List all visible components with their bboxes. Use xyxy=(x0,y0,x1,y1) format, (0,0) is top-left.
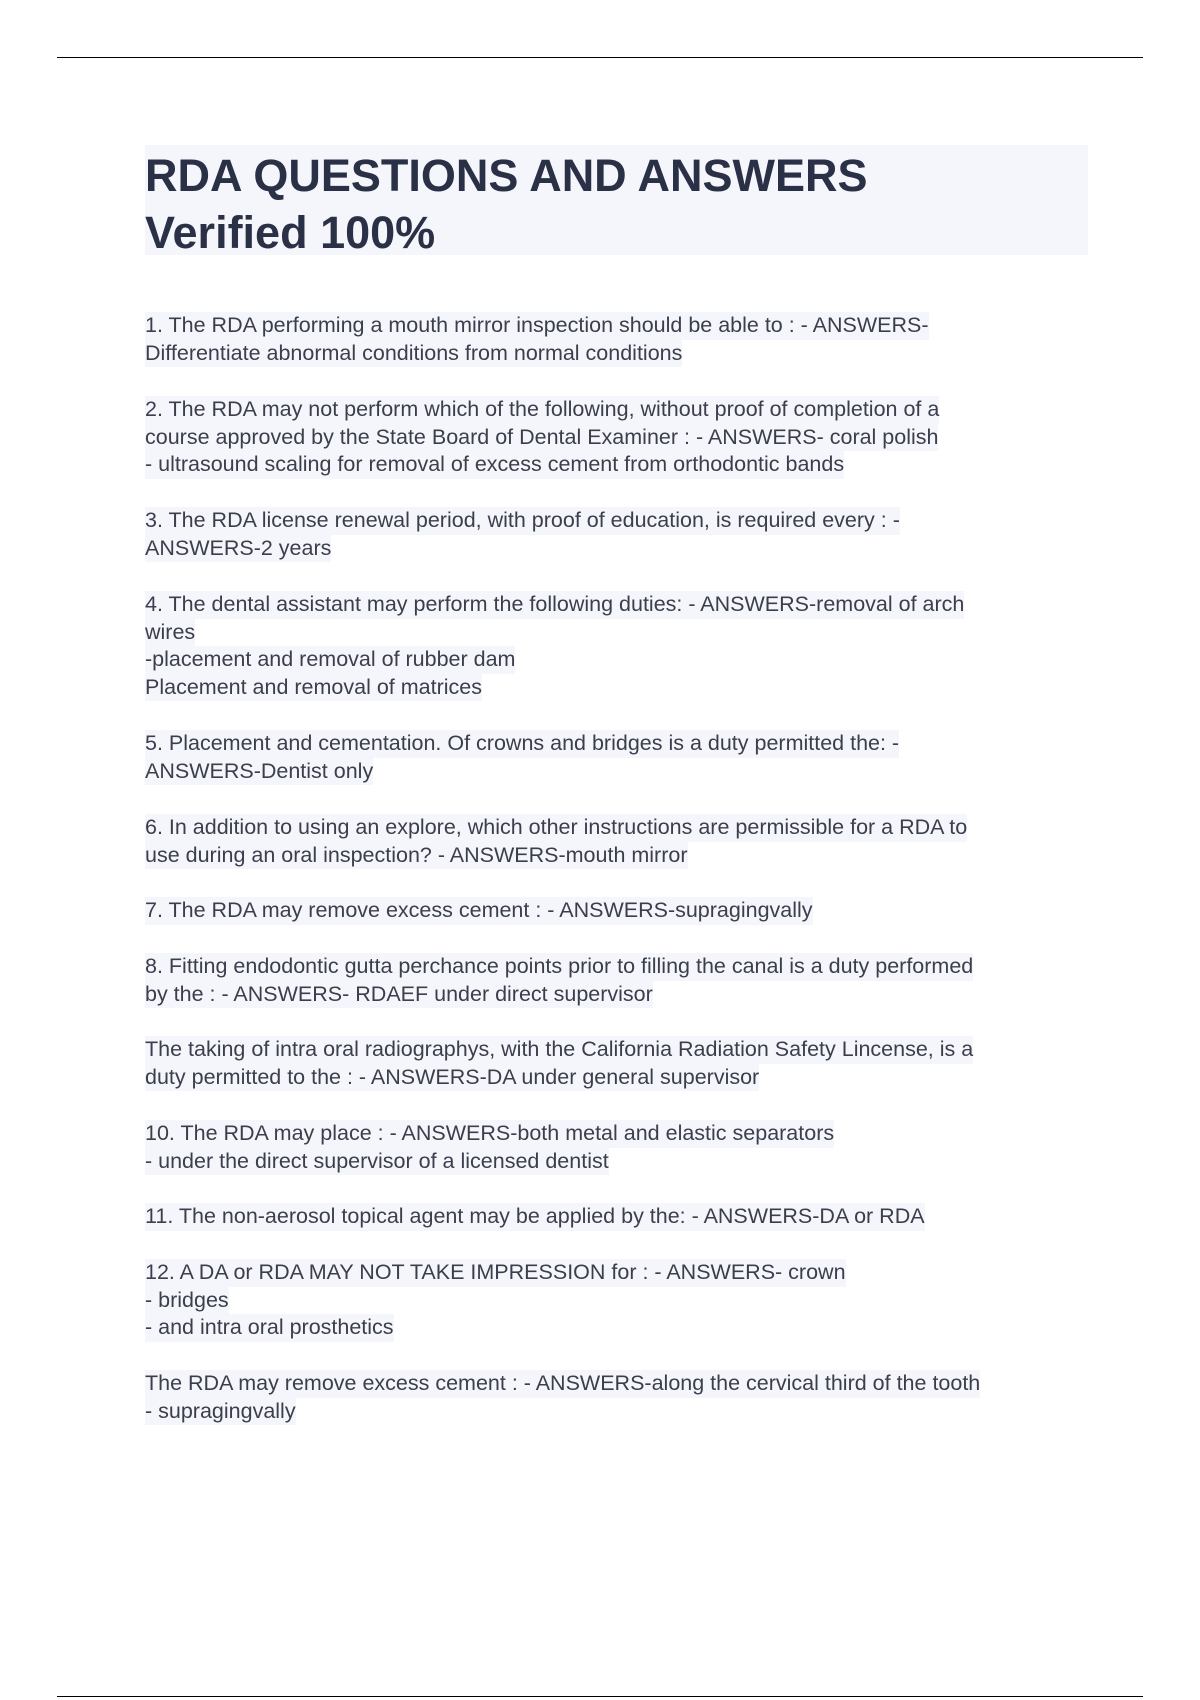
qa-line: 6. In addition to using an explore, which other instructions are permissible for a RDA to xyxy=(145,814,967,842)
qa-line: ANSWERS-Dentist only xyxy=(145,758,373,786)
qa-item-8 xyxy=(145,953,1088,1008)
qa-line: - supragingvally xyxy=(145,1398,296,1426)
top-rule xyxy=(57,57,1143,58)
qa-line: 5. Placement and cementation. Of crowns and bridges is a duty permitted the: - xyxy=(145,730,899,758)
qa-line: duty permitted to the : - ANSWERS-DA under general supervisor xyxy=(145,1064,759,1092)
qa-line: The RDA may remove excess cement : - ANSWERS-along the cervical third of the tooth xyxy=(145,1370,980,1398)
qa-line: The taking of intra oral radiographys, with the California Radiation Safety Lincense, is a xyxy=(145,1036,973,1064)
qa-line: - under the direct supervisor of a licensed dentist xyxy=(145,1148,609,1176)
qa-line: 3. The RDA license renewal period, with proof of education, is required every : - xyxy=(145,507,900,535)
qa-line: 8. Fitting endodontic gutta perchance points prior to filling the canal is a duty performed xyxy=(145,953,973,981)
qa-item-11 xyxy=(145,1203,1088,1231)
qa-item-5 xyxy=(145,730,1088,785)
qa-item-13 xyxy=(145,1370,1088,1425)
qa-item-4 xyxy=(145,591,1088,701)
qa-line: 1. The RDA performing a mouth mirror inspection should be able to : - ANSWERS- xyxy=(145,312,929,340)
qa-item-3 xyxy=(145,507,1088,562)
qa-line: 11. The non-aerosol topical agent may be applied by the: - ANSWERS-DA or RDA xyxy=(145,1203,925,1231)
qa-line: ANSWERS-2 years xyxy=(145,535,331,563)
page-subtitle: Verified 100% xyxy=(145,207,436,258)
qa-line: Placement and removal of matrices xyxy=(145,674,482,702)
bottom-rule xyxy=(57,1696,1143,1697)
qa-item-12 xyxy=(145,1259,1088,1342)
qa-line: wires xyxy=(145,619,195,647)
qa-line: 4. The dental assistant may perform the following duties: - ANSWERS-removal of arch xyxy=(145,591,964,619)
page-title: RDA QUESTIONS AND ANSWERS xyxy=(145,150,868,201)
qa-item-7 xyxy=(145,897,1088,925)
qa-item-9 xyxy=(145,1036,1088,1091)
qa-line: 7. The RDA may remove excess cement : - ANSWERS-supragingvally xyxy=(145,897,813,925)
qa-line: 2. The RDA may not perform which of the following, without proof of completion of a xyxy=(145,396,939,424)
qa-item-1 xyxy=(145,312,1088,367)
qa-item-10 xyxy=(145,1120,1088,1175)
qa-line: -placement and removal of rubber dam xyxy=(145,646,515,674)
qa-line: - and intra oral prosthetics xyxy=(145,1314,394,1342)
qa-line: 12. A DA or RDA MAY NOT TAKE IMPRESSION for : - ANSWERS- crown xyxy=(145,1259,846,1287)
qa-line: use during an oral inspection? - ANSWERS-mouth mirror xyxy=(145,842,688,870)
qa-item-2 xyxy=(145,396,1088,479)
qa-line: course approved by the State Board of Dental Examiner : - ANSWERS- coral polish xyxy=(145,424,938,452)
qa-line: - ultrasound scaling for removal of excess cement from orthodontic bands xyxy=(145,451,844,479)
qa-item-6 xyxy=(145,814,1088,869)
qa-line: - bridges xyxy=(145,1287,229,1315)
title-block xyxy=(145,145,1088,258)
qa-line: by the : - ANSWERS- RDAEF under direct supervisor xyxy=(145,981,653,1009)
qa-line: 10. The RDA may place : - ANSWERS-both metal and elastic separators xyxy=(145,1120,834,1148)
qa-line: Differentiate abnormal conditions from normal conditions xyxy=(145,340,682,368)
